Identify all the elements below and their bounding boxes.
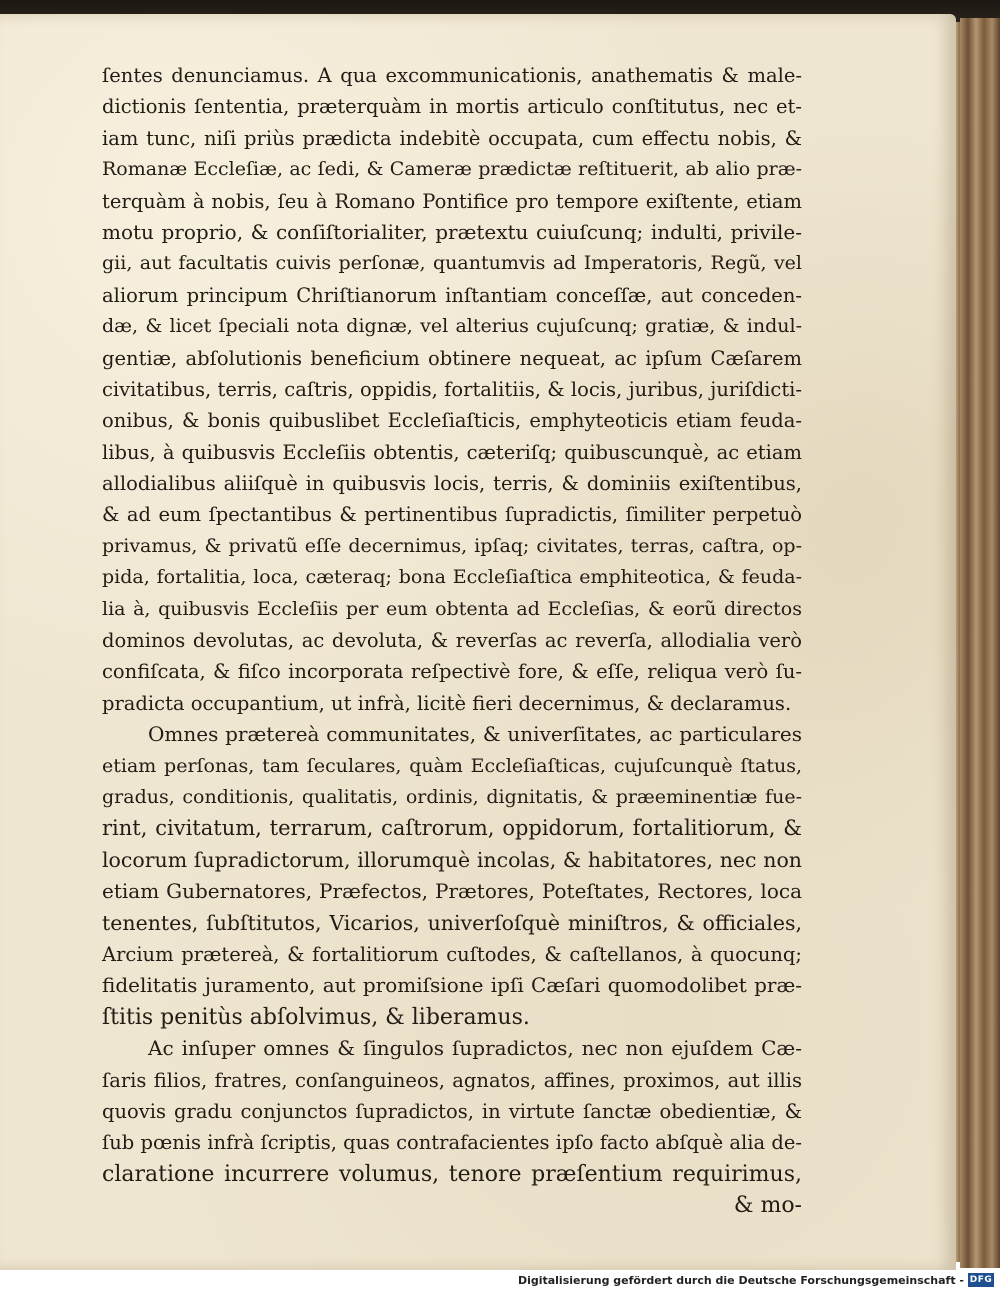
text-line: Romanæ Eccleſiæ, ac ſedi, & Cameræ prædictæ reſtituerit, ab alio præ- <box>102 158 802 181</box>
text-line: ſentes denunciamus. A qua excommunicationis, anathematis & male- <box>102 64 802 87</box>
dfg-logo: DFG <box>969 1275 993 1285</box>
text-line: pradicta occupantium, ut infrà, licitè fieri decernimus, & declaramus. <box>102 691 792 715</box>
text-line: lia à, quibusvis Eccleſiis per eum obtenta ad Eccleſias, & eorũ directos <box>102 597 802 620</box>
text-line: dæ, & licet ſpeciali nota dignæ, vel alterius cujuſcunq; gratiæ, & indul- <box>102 315 802 338</box>
text-line: & ad eum ſpectantibus & pertinentibus ſupradictis, ſimiliter perpetuò <box>102 503 802 527</box>
text-line: confiſcata, & fiſco incorporata reſpectivè fore, & eſſe, reliqua verò ſu- <box>102 660 802 684</box>
book-page-edges <box>960 18 1000 1268</box>
digitization-credit: Digitalisierung gefördert durch die Deutsche Forschungsgemeinschaft - <box>517 1274 964 1287</box>
text-line: civitatibus, terris, caſtris, oppidis, fortalitiis, & locis, juribus, juriſdicti- <box>102 377 802 401</box>
paragraph-start-line: Omnes prætereà communitates, & univerſitates, ac particulares <box>148 722 802 747</box>
text-line: gentiæ, abſolutionis beneficium obtinere nequeat, ac ipſum Cæſarem <box>102 346 802 370</box>
text-line: privamus, & privatũ eſſe decernimus, ipſaq; civitates, terras, caſtra, op- <box>102 534 802 557</box>
text-line: ſtitis penitùs abſolvimus, & liberamus. <box>102 1004 530 1030</box>
text-line: terquàm à nobis, ſeu à Romano Pontifice pro tempore exiſtente, etiam <box>102 189 802 213</box>
text-line: rint, civitatum, terrarum, caſtrorum, oppidorum, fortalitiorum, & <box>102 816 802 841</box>
text-line: gii, aut facultatis cuivis perſonæ, quantumvis ad Imperatoris, Regũ, vel <box>102 252 802 275</box>
text-line: motu proprio, & conſiſtorialiter, prætextu cuiuſcunq; indulti, privile- <box>102 219 802 244</box>
paragraph-start-line: Ac inſuper omnes & ſingulos ſupradictos, nec non ejuſdem Cæ- <box>148 1036 802 1061</box>
text-line: etiam Gubernatores, Præfectos, Prætores, Poteſtates, Rectores, loca <box>102 879 802 904</box>
text-line: ſub pœnis infrà ſcriptis, quas contrafacientes ipſo facto abſquè alia de- <box>102 1131 802 1155</box>
text-line: claratione incurrere volumus, tenore præſentium requirimus, <box>102 1161 802 1187</box>
text-line: gradus, conditionis, qualitatis, ordinis, dignitatis, & præeminentiæ fue- <box>102 785 802 808</box>
text-line: allodialibus aliiſquè in quibusvis locis, terris, & dominiis exiſtentibus, <box>102 472 802 496</box>
text-line: ſaris filios, fratres, conſanguineos, agnatos, affines, proximos, aut illis <box>102 1068 802 1092</box>
text-line: locorum ſupradictorum, illorumquè incolas, & habitatores, nec non <box>102 847 802 872</box>
text-line: iam tunc, niſi priùs prædicta indebitè occupata, cum effectu nobis, & <box>102 126 802 150</box>
text-line: fidelitatis juramento, aut promiſsione ipſi Cæſari quomodolibet præ- <box>102 973 802 998</box>
text-line: dominos devolutas, ac devoluta, & reverſas ac reverſa, allodialia verò <box>102 629 802 653</box>
text-line: dictionis ſententia, præterquàm in mortis articulo conſtitutus, nec et- <box>102 95 802 119</box>
text-line: Arcium prætereà, & fortalitiorum cuſtodes, & caſtellanos, à quocunq; <box>102 942 802 966</box>
text-line: libus, à quibusvis Eccleſiis obtentis, cæteriſq; quibuscunquè, ac etiam <box>102 440 802 464</box>
page-text <box>102 60 802 1221</box>
catchword: & mo- <box>733 1193 802 1219</box>
text-line: pida, fortalitia, loca, cæteraq; bona Eccleſiaſtica emphiteotica, & feuda- <box>102 566 802 589</box>
text-line: quovis gradu conjunctos ſupradictos, in virtute ſanctæ obedientiæ, & <box>102 1099 802 1123</box>
text-line: tenentes, ſubſtitutos, Vicarios, univerſoſquè miniſtros, & officiales, <box>102 910 802 935</box>
text-line: onibus, & bonis quibuslibet Eccleſiaſticis, emphyteoticis etiam feuda- <box>102 409 802 433</box>
text-line: etiam perſonas, tam ſeculares, quàm Eccleſiaſticas, cujuſcunquè ſtatus, <box>102 754 802 777</box>
text-line: aliorum principum Chriſtianorum inſtantiam conceſſæ, aut conceden- <box>102 283 802 307</box>
